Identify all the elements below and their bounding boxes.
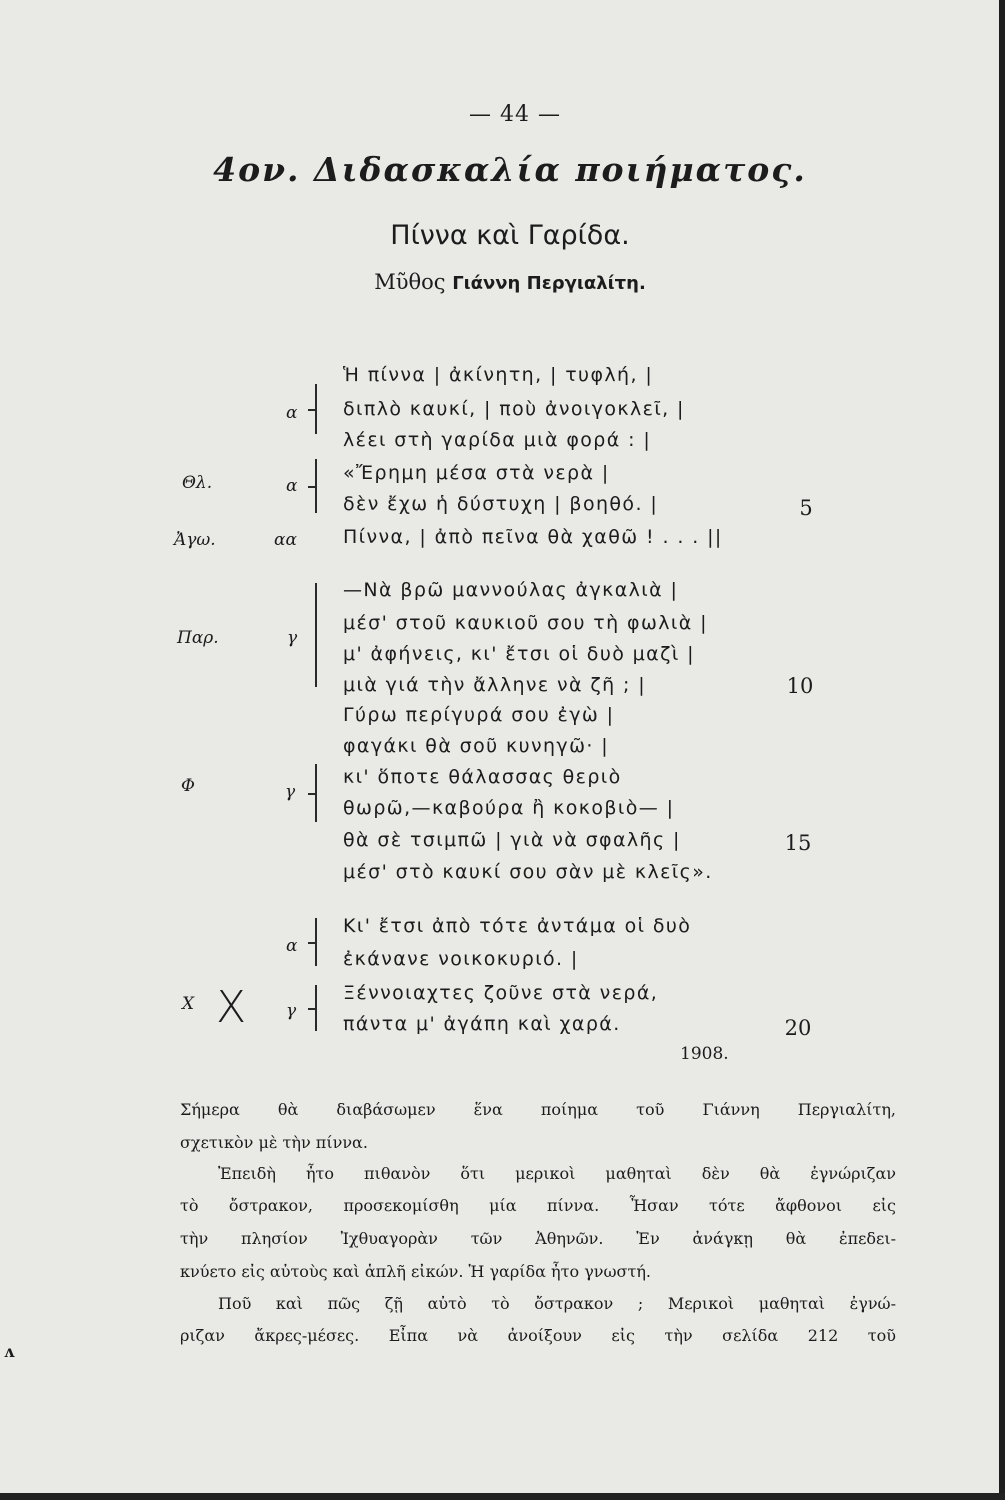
poem-line: μέσ' στὸ καυκί σου σὰν μὲ κλεῖς». [343, 861, 713, 883]
poem-line: —Νὰ βρῶ μαννούλας ἀγκαλιὰ | [343, 579, 679, 601]
scheme-label: αα [274, 530, 297, 550]
scheme-label: α [286, 476, 298, 496]
prose-line: τὴν πλησίον Ἰχθυαγορὰν τῶν Ἀθηνῶν. Ἐν ἀνάγκῃ θὰ ἐπεδει- [180, 1229, 896, 1248]
brace [315, 918, 325, 966]
scan-edge-bottom [0, 1493, 1005, 1500]
poem-line: Ἡ πίννα | ἀκίνητη, | τυφλή, | [343, 364, 654, 386]
brace [315, 985, 325, 1031]
margin-label: Παρ. [177, 628, 219, 648]
poem-line: θωρῶ,—καβούρα ἢ κοκοβιὸ— | [343, 797, 675, 819]
poem-title: Πίννα καὶ Γαρίδα. [390, 220, 630, 251]
poem-line: φαγάκι θὰ σοῦ κυνηγῶ· | [343, 735, 610, 757]
poem-line: μέσ' στοῦ καυκιοῦ σου τὴ φωλιὰ | [343, 612, 708, 634]
poem-line: Γύρω περίγυρά σου ἐγὼ | [343, 704, 615, 726]
margin-pencil-mark: ʌ [4, 1342, 15, 1361]
prose-line: Ποῦ καὶ πῶς ζῇ αὐτὸ τὸ ὄστρακον ; Μερικοὶ μαθηταὶ ἐγνώ- [218, 1294, 896, 1313]
subtitle-prefix: Μῦθος [374, 270, 453, 294]
prose-line: σχετικὸν μὲ τὴν πίννα. [180, 1133, 368, 1152]
lesson-title: 4ον. Διδασκαλία ποιήματος. [213, 150, 807, 189]
margin-label: Φ [181, 776, 195, 796]
poem-line: Πίννα, | ἀπὸ πεῖνα θὰ χαθῶ ! . . . || [343, 526, 723, 548]
scheme-label: α [286, 403, 298, 423]
prose-line: τὸ ὄστρακον, προσεκομίσθη μία πίννα. Ἦσαν τότε ἄφθονοι εἰς [180, 1196, 896, 1215]
bracket-bar [315, 583, 317, 687]
poem-line: «Ἔρημη μέσα στὰ νερὰ | [343, 462, 610, 484]
poem-line: Ξέννοιαχτες ζοῦνε στὰ νερά, [343, 982, 659, 1004]
poem-line: λέει στὴ γαρίδα μιὰ φορά : | [343, 429, 652, 451]
brace [315, 459, 325, 513]
poem-line: μ' ἀφήνεις, κι' ἔτσι οἱ δυὸ μαζὶ | [343, 643, 695, 665]
page-number: — 44 — [469, 102, 561, 127]
line-number: 5 [799, 496, 813, 520]
prose-line: κνύετο εἰς αὐτοὺς καὶ ἁπλῆ εἰκών. Ἡ γαρίδα ἦτο γνωστή. [180, 1262, 651, 1281]
poem-line: Κι' ἔτσι ἀπὸ τότε ἀντάμα οἱ δυὸ [343, 915, 692, 937]
scheme-label: γ [285, 782, 296, 802]
prose-line: Σήμερα θὰ διαβάσωμεν ἕνα ποίημα τοῦ Γιάννη Περγιαλίτη, [180, 1100, 896, 1119]
prose-line: Ἐπειδὴ ἦτο πιθανὸν ὅτι μερικοὶ μαθηταὶ δὲν θὰ ἐγνώριζαν [218, 1164, 896, 1183]
scheme-label: γ [286, 1001, 297, 1021]
prose-line: ριζαν ἄκρες-μέσες. Εἶπα νὰ ἀνοίξουν εἰς τὴν σελίδα 212 τοῦ [180, 1326, 896, 1345]
line-number: 20 [784, 1016, 812, 1040]
line-number: 10 [786, 674, 814, 698]
poem-line: μιὰ γιά τὴν ἄλληνε νὰ ζῆ ; | [343, 674, 647, 696]
line-number: 15 [784, 831, 812, 855]
poem-line: κι' ὅποτε θάλασσας θεριὸ [343, 766, 622, 788]
poem-subtitle [300, 270, 720, 294]
poem-line: δὲν ἔχω ἡ δύστυχη | βοηθό. | [343, 493, 659, 515]
poem-line: διπλὸ καυκί, | ποὺ ἀνοιγοκλεῖ, | [343, 398, 685, 420]
margin-label: Χ [182, 994, 195, 1014]
scheme-label: γ [287, 628, 298, 648]
margin-label: Ἀγω. [174, 530, 216, 550]
poem-line: ἐκάνανε νοικοκυριό. | [343, 948, 579, 970]
scheme-label: α [286, 936, 298, 956]
poem-line: πάντα μ' ἀγάπη καὶ χαρά. [343, 1013, 621, 1035]
brace [315, 384, 325, 434]
poet-name: Γιάννη Περγιαλίτη. [452, 273, 646, 294]
handwritten-x-mark: X [216, 982, 247, 1033]
brace [315, 764, 325, 822]
poem-line: θὰ σὲ τσιμπῶ | γιὰ νὰ σφαλῆς | [343, 829, 681, 851]
scan-edge-right [999, 0, 1005, 1500]
margin-label: Θλ. [182, 473, 213, 493]
poem-year: 1908. [680, 1044, 729, 1064]
